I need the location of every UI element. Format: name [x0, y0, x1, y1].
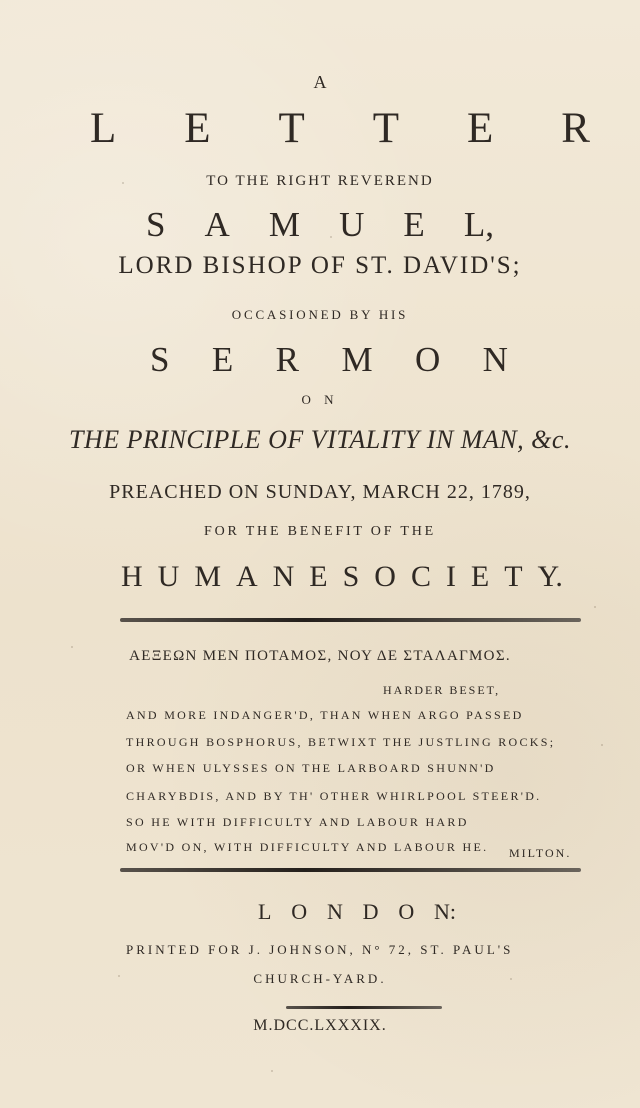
london-letter: N:	[434, 899, 456, 924]
humane-letter: S	[342, 560, 360, 593]
article-word: A	[313, 72, 327, 92]
verse-line: SO HE WITH DIFFICULTY AND LABOUR HARD	[126, 815, 469, 829]
verse-line: AND MORE INDANGER'D, THAN WHEN ARGO PASSED	[126, 708, 524, 722]
sermon-letter: O	[414, 340, 441, 379]
samuel-letter: A	[204, 205, 230, 244]
humane-letter: U	[157, 560, 180, 593]
paper-speck	[271, 1070, 273, 1072]
humane-letter: Y.	[537, 560, 563, 593]
verse-line: CHARYBDIS, AND BY TH' OTHER WHIRLPOOL STEER'D.	[126, 789, 542, 803]
attribution: MILTON.	[509, 846, 572, 860]
humane-letter: C	[410, 560, 431, 593]
title-letter-char: E	[467, 105, 494, 152]
sermon-letter: E	[211, 340, 234, 379]
humane-letter: N	[272, 560, 295, 593]
title-letter-char: T	[372, 105, 400, 152]
occasioned-line: OCCASIONED BY HIS	[231, 307, 409, 322]
sermon-letter: S	[150, 340, 170, 379]
verse-line: OR WHEN ULYSSES ON THE LARBOARD SHUNN'D	[126, 761, 496, 775]
london-letter: D	[362, 899, 379, 924]
paper-speck	[118, 975, 120, 977]
sermon-letter: R	[275, 340, 300, 379]
london-line	[258, 899, 456, 925]
sermon-letter: N	[482, 340, 508, 379]
greek-epigraph: ΑΕΞΕΩΝ ΜΕΝ ΠΟΤΑΜΟΣ, ΝΟΥ ΔΕ ΣΤΑΛΑΓΜΟΣ.	[129, 648, 511, 664]
samuel-letter: S	[146, 205, 166, 244]
paper-speck	[122, 182, 124, 184]
humane-letter: M	[194, 560, 221, 593]
humane-letter: O	[374, 560, 396, 593]
bishop-line: LORD BISHOP OF ST. DAVID'S;	[118, 252, 522, 279]
date-rule	[286, 1006, 442, 1009]
samuel-letter: U	[339, 205, 365, 244]
title-letter-char: L	[90, 105, 117, 152]
sermon-line	[150, 340, 508, 380]
humane-letter: A	[235, 560, 258, 593]
verse-line: MOV'D ON, WITH DIFFICULTY AND LABOUR HE.	[126, 840, 489, 854]
samuel-letter: L,	[463, 205, 494, 244]
upper-rule	[120, 618, 581, 622]
humane-letter: T	[504, 560, 523, 593]
verse-intro: HARDER BESET,	[383, 683, 501, 697]
title-letter	[90, 104, 590, 153]
london-letter: O	[291, 899, 308, 924]
paper-speck	[71, 646, 73, 648]
humane-letter: E	[470, 560, 490, 593]
humane-letter: I	[445, 560, 456, 593]
samuel-letter: M	[268, 205, 300, 244]
lower-rule	[120, 868, 581, 872]
london-letter: O	[398, 899, 415, 924]
london-letter: L	[258, 899, 272, 924]
verse-line: THROUGH BOSPHORUS, BETWIXT THE JUSTLING ROCKS;	[126, 735, 556, 749]
paper-speck	[510, 978, 512, 980]
title-letter-char: E	[184, 105, 211, 152]
publication-date: M.DCC.LXXXIX.	[253, 1017, 387, 1034]
paper-speck	[601, 744, 603, 746]
paper-speck	[330, 236, 332, 238]
principle-line: THE PRINCIPLE OF VITALITY IN MAN, &c.	[69, 425, 571, 454]
humane-letter: H	[121, 560, 143, 593]
humane-society-line	[121, 560, 563, 594]
paper-speck	[594, 606, 596, 608]
title-letter-char: T	[278, 105, 305, 152]
imprint-line: PRINTED FOR J. JOHNSON, N° 72, ST. PAUL'S	[126, 942, 514, 957]
london-letter: N	[326, 899, 343, 924]
humane-letter: E	[309, 560, 328, 593]
on-line: O N	[301, 392, 339, 407]
imprint-place: CHURCH-YARD.	[253, 971, 387, 986]
benefit-line: FOR THE BENEFIT OF THE	[204, 524, 436, 539]
addressee-line: TO THE RIGHT REVEREND	[206, 173, 434, 189]
samuel-letter: E	[403, 205, 425, 244]
samuel-line	[146, 205, 494, 245]
title-letter-char: R	[561, 105, 590, 152]
preached-line: PREACHED ON SUNDAY, MARCH 22, 1789,	[109, 481, 531, 503]
sermon-letter: M	[341, 340, 373, 379]
